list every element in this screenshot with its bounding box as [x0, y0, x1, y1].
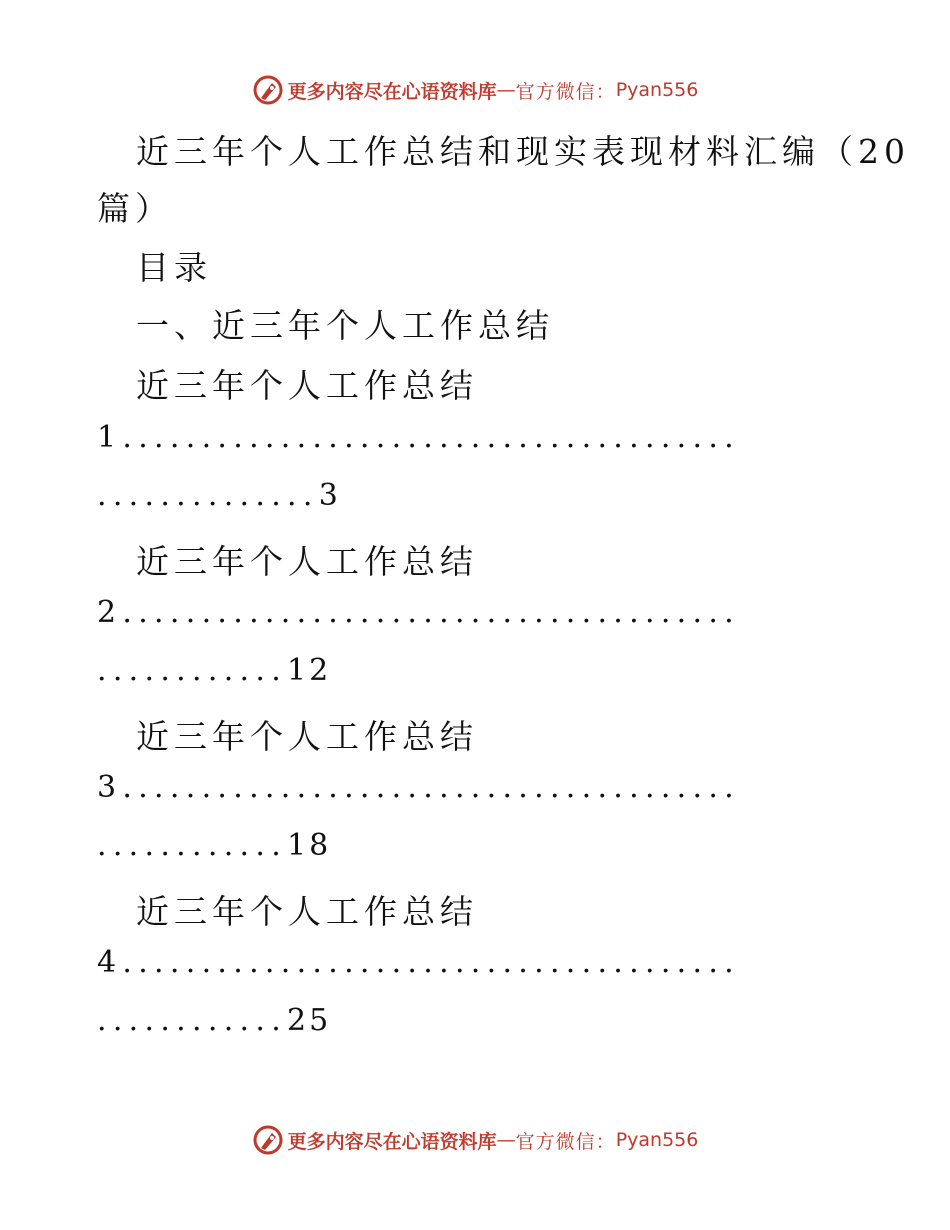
toc-entry-leader-continued	[97, 1003, 331, 1038]
section-heading: 一、近三年个人工作总结	[136, 306, 554, 345]
banner-wechat-label: 官方微信：	[515, 80, 616, 103]
banner-wechat-label: 官方微信：	[515, 1130, 616, 1153]
banner-wechat-id: Pyan556	[615, 79, 699, 101]
document-title-line-2: 篇）	[97, 189, 173, 228]
toc-entry-leader: 3.......................................	[97, 770, 740, 805]
toc-entry-leader: 2.......................................	[97, 595, 740, 630]
banner-separator: —	[496, 79, 516, 101]
toc-entry-title[interactable]: 近三年个人工作总结	[136, 366, 478, 405]
toc-entry-page-number[interactable]: 18	[287, 828, 332, 863]
toc-entry-trailing-dots: ............	[97, 653, 288, 688]
toc-entry-page-number[interactable]: 25	[287, 1003, 332, 1038]
document-title-line-1: 近三年个人工作总结和现实表现材料汇编（20	[136, 132, 910, 171]
toc-entry-leader-continued	[97, 478, 341, 513]
toc-entry-trailing-dots: ............	[97, 828, 288, 863]
toc-entry-leader-continued	[97, 653, 331, 688]
toc-entry-title[interactable]: 近三年个人工作总结	[136, 717, 478, 756]
pen-nib-logo-icon	[252, 74, 284, 106]
toc-heading: 目录	[136, 248, 212, 287]
toc-entry-title[interactable]: 近三年个人工作总结	[136, 892, 478, 931]
toc-entry-trailing-dots: ............	[97, 1003, 288, 1038]
toc-entry-leader-continued	[97, 828, 331, 863]
toc-entry-leader: 1.......................................	[97, 420, 740, 455]
toc-entry-page-number[interactable]: 3	[318, 478, 341, 513]
toc-entry-trailing-dots: ..............	[97, 478, 319, 513]
pen-nib-logo-icon	[252, 1124, 284, 1156]
banner-separator: —	[496, 1129, 516, 1151]
toc-entry-leader: 4.......................................	[97, 945, 740, 980]
banner-site-text: 更多内容尽在心语资料库	[287, 80, 497, 103]
toc-entry-page-number[interactable]: 12	[287, 653, 332, 688]
header-banner	[0, 70, 950, 110]
toc-entry-title[interactable]: 近三年个人工作总结	[136, 542, 478, 581]
footer-banner	[0, 1120, 950, 1160]
banner-wechat-id: Pyan556	[615, 1129, 699, 1151]
banner-site-text: 更多内容尽在心语资料库	[287, 1130, 497, 1153]
